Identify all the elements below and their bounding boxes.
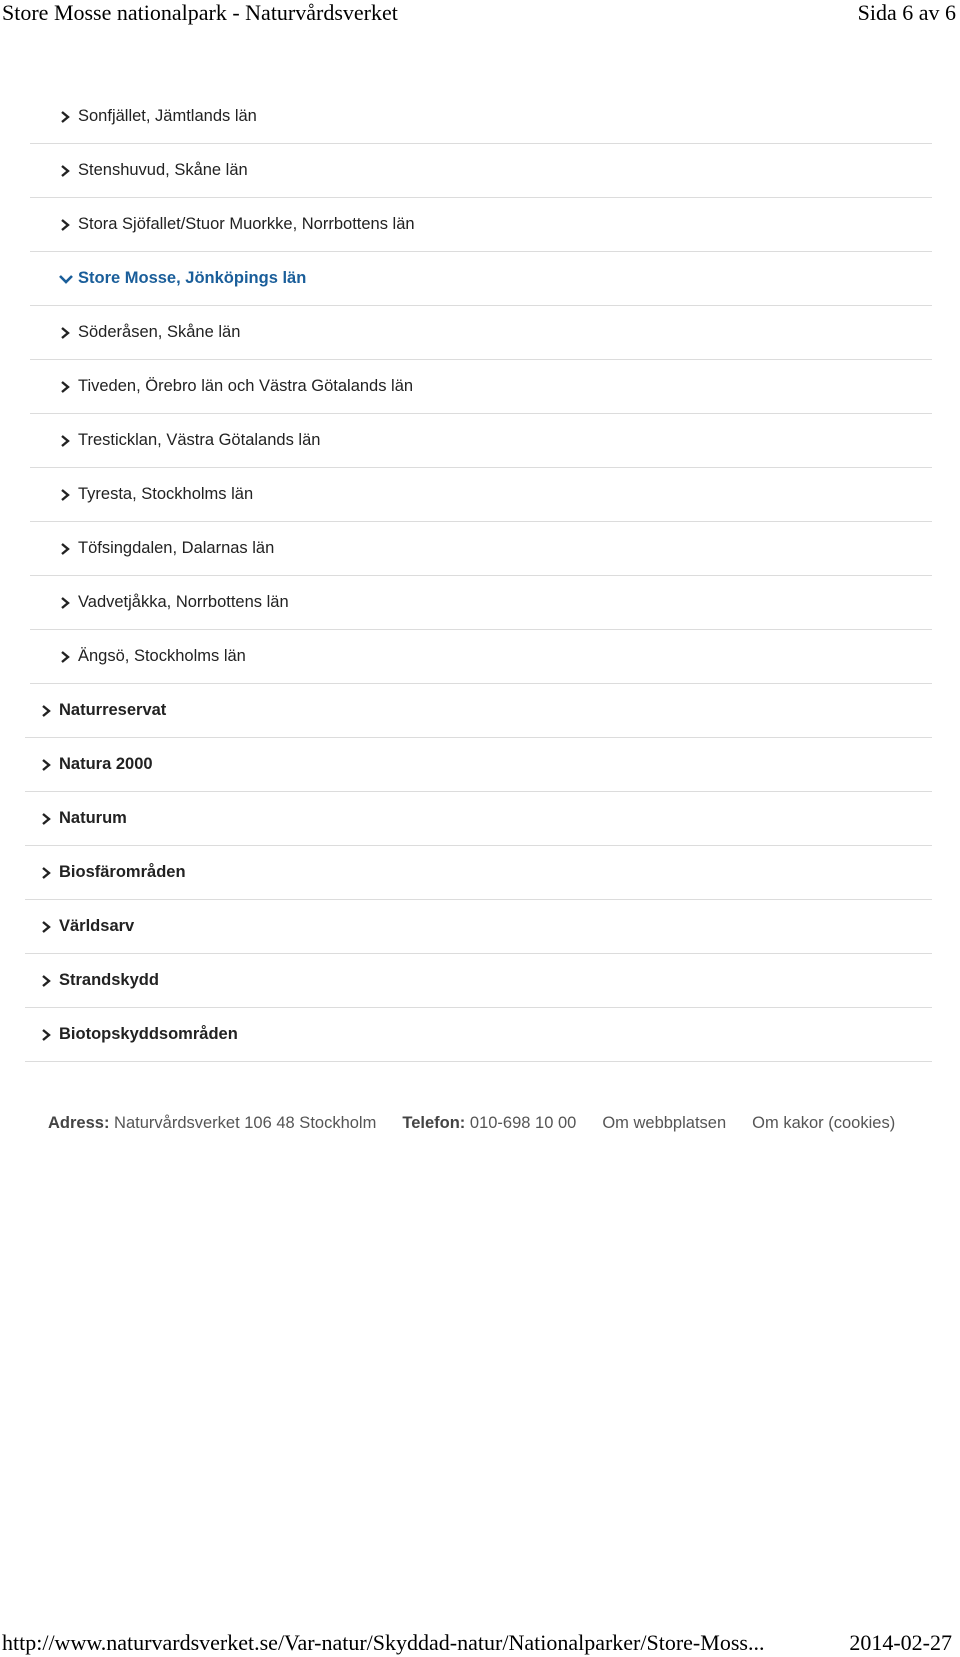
footer-phone (402, 1114, 576, 1133)
nav-item-label: Natura 2000 (59, 755, 153, 773)
nav-item-label: Stora Sjöfallet/Stuor Muorkke, Norrbottens län (78, 215, 415, 233)
nav-item-label: Töfsingdalen, Dalarnas län (78, 539, 275, 557)
nav-item-vadvetjakka[interactable] (30, 576, 932, 630)
nav-item-tiveden[interactable] (30, 360, 932, 414)
chevron-right-icon (58, 110, 72, 124)
chevron-right-icon (39, 758, 53, 772)
nav-item-tofsingdalen[interactable] (30, 522, 932, 576)
chevron-right-icon (58, 542, 72, 556)
nav-item-label: Strandskydd (59, 971, 159, 989)
nav-item-label: Tyresta, Stockholms län (78, 485, 254, 503)
chevron-right-icon (39, 866, 53, 880)
nav-item-label: Ängsö, Stockholms län (78, 647, 246, 665)
nav-item-strandskydd[interactable] (25, 954, 932, 1008)
nav-item-naturum[interactable] (25, 792, 932, 846)
nav-item-varldsarv[interactable] (25, 900, 932, 954)
nav-item-soderasen[interactable] (30, 306, 932, 360)
print-footer (0, 1630, 960, 1657)
nav-item-naturreservat[interactable] (25, 684, 932, 738)
nav-item-store-mosse[interactable] (30, 252, 932, 306)
print-date: 2014-02-27 (849, 1630, 952, 1655)
chevron-right-icon (39, 974, 53, 988)
site-footer (48, 1114, 938, 1133)
chevron-right-icon (58, 488, 72, 502)
chevron-right-icon (58, 326, 72, 340)
phone-label: Telefon: (402, 1114, 466, 1132)
about-site-link[interactable]: Om webbplatsen (602, 1114, 727, 1132)
nav-item-stora-sjofallet[interactable] (30, 198, 932, 252)
nav-item-label: Världsarv (59, 917, 135, 935)
nav-item-label: Naturum (59, 809, 127, 827)
address-label: Adress: (48, 1114, 110, 1132)
nav-item-biotopskyddsomraden[interactable] (25, 1008, 932, 1062)
nav-item-label: Sonfjället, Jämtlands län (78, 107, 257, 125)
nav-item-angso[interactable] (30, 630, 932, 684)
footer-address (48, 1114, 376, 1133)
page-number: Sida 6 av 6 (857, 0, 956, 25)
page-url: http://www.naturvardsverket.se/Var-natur/Skyddad-natur/Nationalparker/Store-Moss... (2, 1630, 765, 1655)
nav-item-label: Store Mosse, Jönköpings län (78, 269, 307, 287)
nav-item-label: Vadvetjåkka, Norrbottens län (78, 593, 289, 611)
nav-item-label: Tresticklan, Västra Götalands län (78, 431, 321, 449)
chevron-right-icon (58, 650, 72, 664)
chevron-right-icon (39, 1028, 53, 1042)
nav-item-biosfaromraden[interactable] (25, 846, 932, 900)
chevron-right-icon (58, 434, 72, 448)
nav-item-label: Tiveden, Örebro län och Västra Götalands län (78, 377, 414, 395)
chevron-right-icon (39, 704, 53, 718)
document-title: Store Mosse nationalpark - Naturvårdsverket (2, 0, 398, 25)
chevron-right-icon (39, 812, 53, 826)
print-header (0, 0, 960, 28)
nav-item-tyresta[interactable] (30, 468, 932, 522)
nav-item-label: Söderåsen, Skåne län (78, 323, 241, 341)
nav-item-label: Biotopskyddsområden (59, 1025, 238, 1043)
cookies-link[interactable]: Om kakor (cookies) (752, 1114, 896, 1132)
nav-item-natura-2000[interactable] (25, 738, 932, 792)
chevron-right-icon (39, 920, 53, 934)
chevron-down-icon (58, 272, 74, 286)
chevron-right-icon (58, 164, 72, 178)
chevron-right-icon (58, 218, 72, 232)
nav-item-tresticklan[interactable] (30, 414, 932, 468)
nav-item-label: Biosfärområden (59, 863, 186, 881)
phone-value[interactable]: 010-698 10 00 (469, 1114, 577, 1132)
nav-item-sonfjallet[interactable] (30, 90, 932, 144)
chevron-right-icon (58, 380, 72, 394)
chevron-right-icon (58, 596, 72, 610)
nav-item-label: Stenshuvud, Skåne län (78, 161, 248, 179)
nav-item-label: Naturreservat (59, 701, 167, 719)
address-value: Naturvårdsverket 106 48 Stockholm (114, 1114, 377, 1132)
nav-item-stenshuvud[interactable] (30, 144, 932, 198)
